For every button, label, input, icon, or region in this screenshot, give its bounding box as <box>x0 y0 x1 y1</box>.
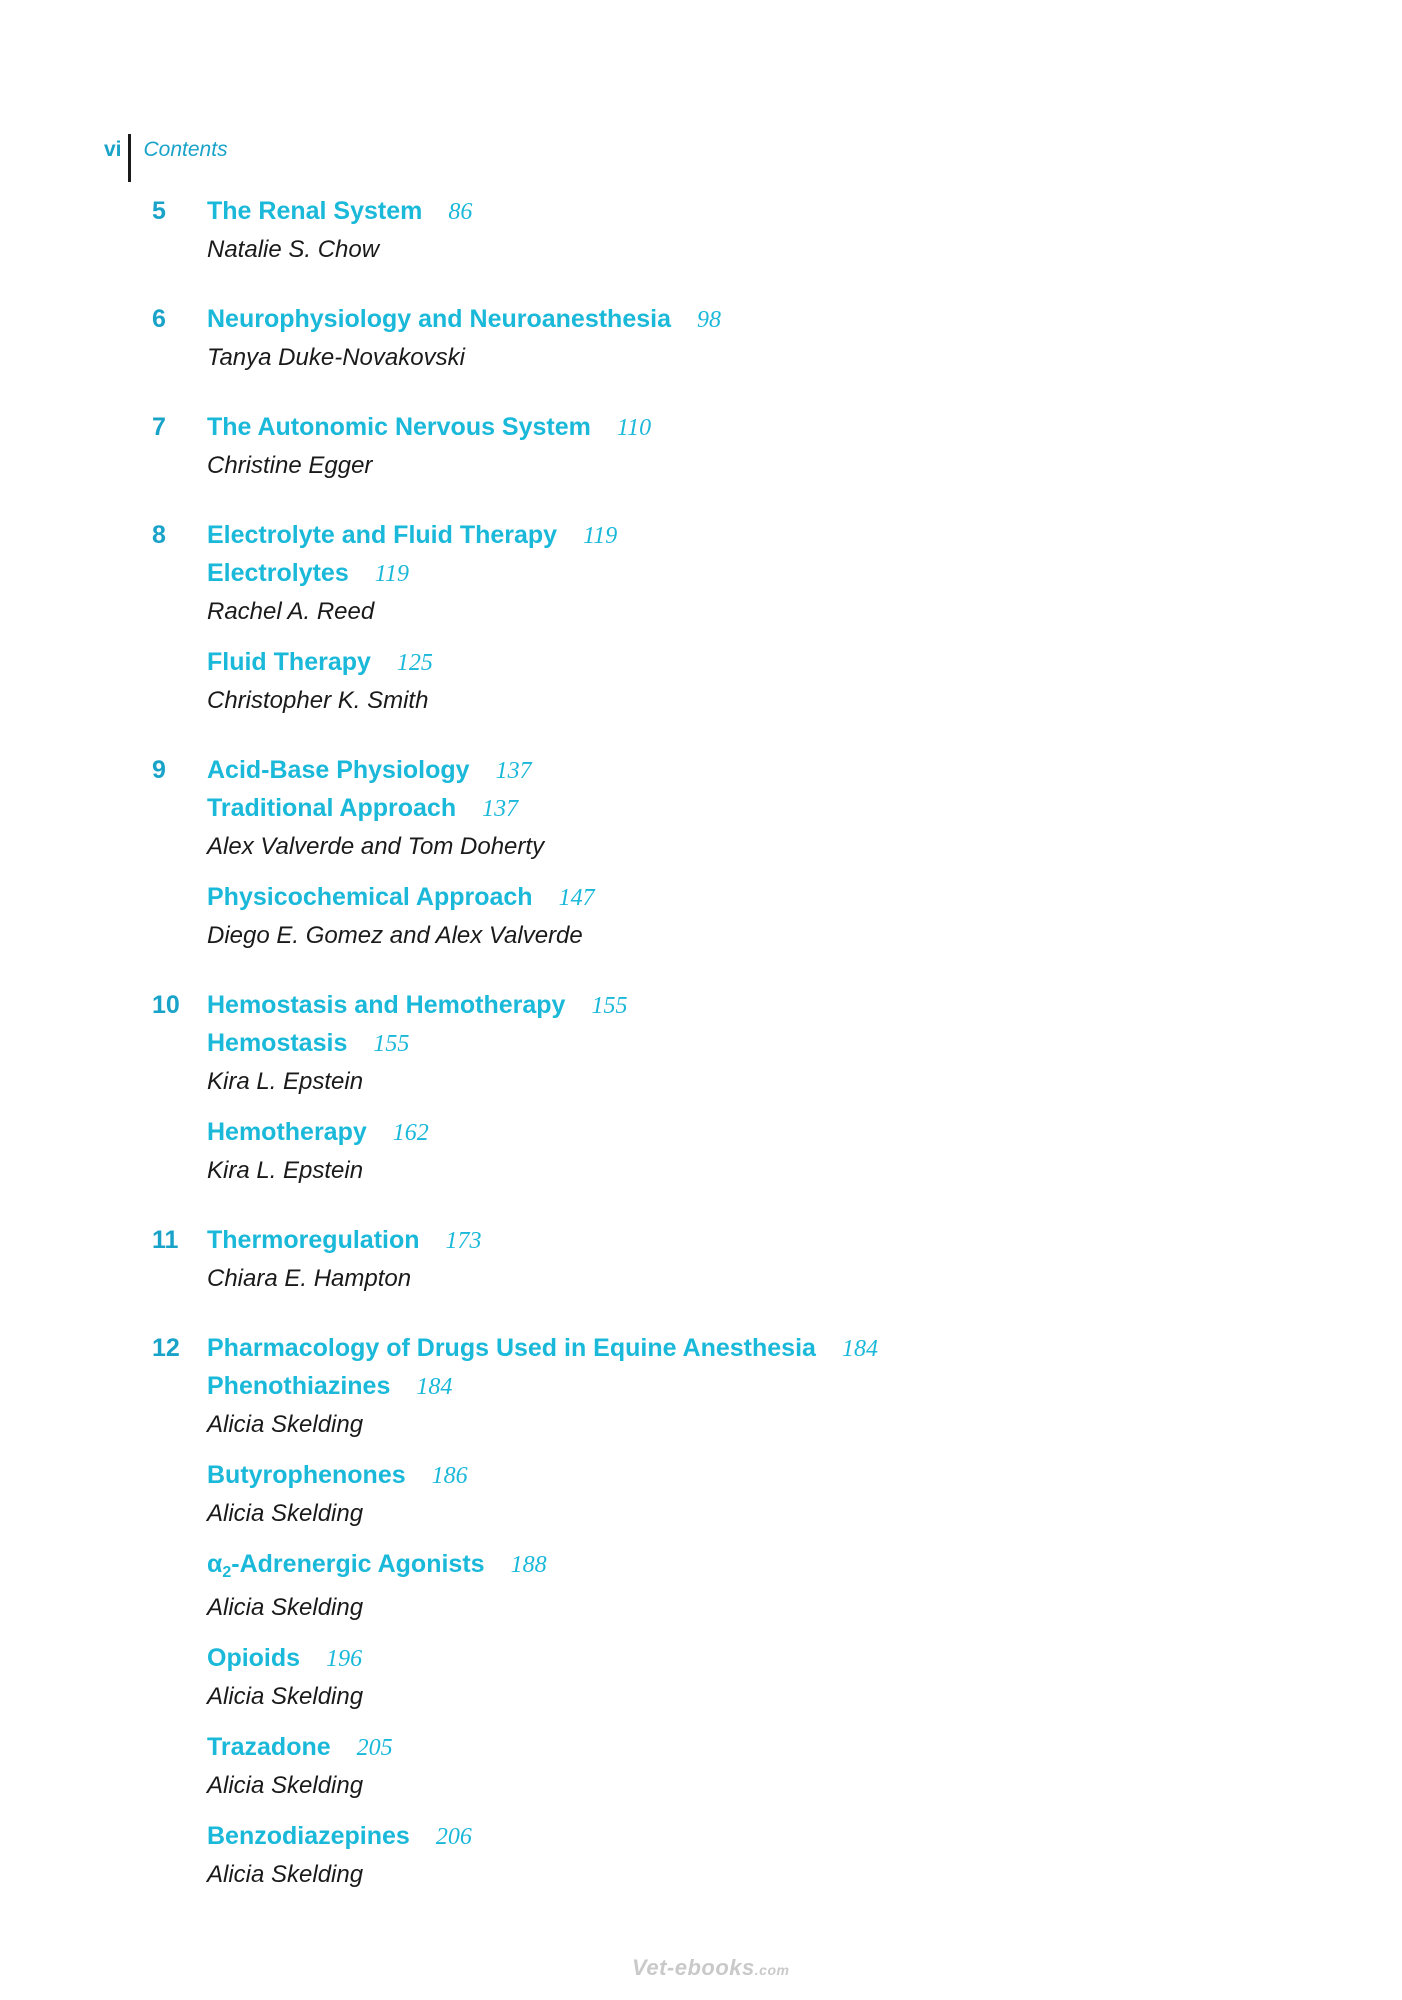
chapter-number: 11 <box>152 1226 179 1254</box>
section-title-link[interactable] <box>207 559 349 587</box>
greek-alpha-symbol: α <box>207 1550 223 1578</box>
section-author: Alicia Skelding <box>207 1411 364 1438</box>
section-author: Alex Valverde and Tom Doherty <box>207 833 545 860</box>
toc-section <box>207 791 1252 864</box>
chapter-page-number: 119 <box>583 523 618 549</box>
section-author: Rachel A. Reed <box>207 598 375 625</box>
section-title-text: Hemotherapy <box>207 1118 367 1146</box>
running-head-label: Contents <box>143 138 228 161</box>
section-heading <box>207 410 1252 448</box>
toc-section <box>207 1819 1252 1892</box>
section-title-text: Neurophysiology and Neuroanesthesia <box>207 305 671 333</box>
chapter-title-link[interactable]: Acid-Base Physiology <box>207 756 470 784</box>
section-page-number: 147 <box>558 885 595 911</box>
section-heading <box>207 791 1252 829</box>
toc-chapter <box>152 194 1252 267</box>
page-folio: vi <box>104 138 122 161</box>
toc-chapter <box>152 518 1252 718</box>
chapter-page-number: 137 <box>495 758 532 784</box>
section-heading <box>207 1730 1252 1768</box>
section-title-link[interactable] <box>207 1822 410 1850</box>
chapter-heading <box>207 518 1252 556</box>
toc-chapter <box>152 988 1252 1188</box>
section-title-link[interactable] <box>207 883 533 911</box>
toc-section <box>207 302 1252 375</box>
section-author: Christopher K. Smith <box>207 687 429 714</box>
section-heading <box>207 1026 1252 1064</box>
section-title-link[interactable] <box>207 1733 331 1761</box>
section-heading <box>207 1369 1252 1407</box>
chapter-title-link[interactable]: Pharmacology of Drugs Used in Equine Anesthesia <box>207 1334 816 1362</box>
toc-section <box>207 194 1252 267</box>
running-head <box>104 134 228 182</box>
section-page-number: 186 <box>431 1463 468 1489</box>
section-author: Diego E. Gomez and Alex Valverde <box>207 922 583 949</box>
section-title-link[interactable] <box>207 1029 347 1057</box>
section-title-text: Hemostasis <box>207 1029 348 1057</box>
watermark-domain: .com <box>754 1962 790 1978</box>
section-title-text: Trazadone <box>207 1733 331 1761</box>
chapter-body <box>207 302 1252 375</box>
toc-section <box>207 1369 1252 1442</box>
table-of-contents <box>152 194 1252 1927</box>
section-title-text: Phenothiazines <box>207 1372 391 1400</box>
section-heading <box>207 1547 1252 1590</box>
chapter-body <box>207 410 1252 483</box>
section-author: Natalie S. Chow <box>207 236 380 263</box>
chapter-heading <box>207 1331 1252 1369</box>
toc-section <box>207 410 1252 483</box>
section-author: Kira L. Epstein <box>207 1068 364 1095</box>
chapter-heading <box>207 988 1252 1026</box>
section-page-number: 110 <box>616 415 652 441</box>
chapter-body <box>207 753 1252 953</box>
section-page-number: 173 <box>445 1228 482 1254</box>
section-author: Chiara E. Hampton <box>207 1265 412 1292</box>
section-title-link[interactable] <box>207 1226 420 1254</box>
section-page-number: 119 <box>374 561 409 587</box>
section-page-number: 125 <box>396 650 433 676</box>
section-title-link[interactable] <box>207 648 371 676</box>
section-page-number: 162 <box>392 1120 429 1146</box>
chapter-body <box>207 194 1252 267</box>
section-title-link[interactable] <box>207 1644 300 1672</box>
toc-section <box>207 1458 1252 1531</box>
section-title-text: The Autonomic Nervous System <box>207 413 591 441</box>
chapter-number: 9 <box>152 756 166 784</box>
toc-section <box>207 1026 1252 1099</box>
chapter-body <box>207 1331 1252 1892</box>
toc-section <box>207 1115 1252 1188</box>
section-title-link[interactable] <box>207 305 671 333</box>
chapter-body <box>207 518 1252 718</box>
section-heading <box>207 1223 1252 1261</box>
section-page-number: 98 <box>697 307 721 333</box>
section-title-link[interactable] <box>207 1461 406 1489</box>
section-author: Christine Egger <box>207 452 373 479</box>
section-author: Tanya Duke-Novakovski <box>207 344 465 371</box>
toc-section <box>207 1641 1252 1714</box>
toc-section <box>207 556 1252 629</box>
toc-chapter <box>152 410 1252 483</box>
section-page-number: 137 <box>482 796 519 822</box>
section-heading <box>207 1115 1252 1153</box>
toc-section <box>207 1730 1252 1803</box>
section-page-number: 188 <box>510 1552 547 1578</box>
section-title-link[interactable] <box>207 1550 485 1581</box>
chapter-title-link[interactable]: Electrolyte and Fluid Therapy <box>207 521 558 549</box>
section-title-text: Physicochemical Approach <box>207 883 533 911</box>
section-title-link[interactable] <box>207 1372 390 1400</box>
chapter-heading <box>207 753 1252 791</box>
section-title-text: Opioids <box>207 1644 301 1672</box>
toc-chapter <box>152 302 1252 375</box>
section-author: Alicia Skelding <box>207 1594 364 1621</box>
section-title-text: Thermoregulation <box>207 1226 420 1254</box>
section-page-number: 206 <box>435 1824 472 1850</box>
section-title-text: -Adrenergic Agonists <box>231 1550 485 1578</box>
toc-chapter <box>152 753 1252 953</box>
section-heading <box>207 302 1252 340</box>
chapter-title-link[interactable]: Hemostasis and Hemotherapy <box>207 991 566 1019</box>
chapter-number: 5 <box>152 197 166 225</box>
chapter-page-number: 155 <box>591 993 628 1019</box>
section-title-text: Electrolytes <box>207 559 349 587</box>
toc-section <box>207 645 1252 718</box>
section-page-number: 86 <box>448 199 473 225</box>
section-page-number: 196 <box>326 1646 363 1672</box>
toc-chapter <box>152 1331 1252 1892</box>
section-author: Kira L. Epstein <box>207 1157 364 1184</box>
chapter-number: 8 <box>152 521 166 549</box>
chapter-number: 6 <box>152 305 166 333</box>
section-heading <box>207 1458 1252 1496</box>
section-title-link[interactable] <box>207 197 422 225</box>
watermark-text: Vet-ebooks <box>632 1955 755 1980</box>
toc-chapter <box>152 1223 1252 1296</box>
section-author: Alicia Skelding <box>207 1683 364 1710</box>
section-title-text: Fluid Therapy <box>207 648 371 676</box>
chapter-number: 10 <box>152 991 180 1019</box>
chapter-page-number: 184 <box>841 1336 878 1362</box>
section-page-number: 184 <box>416 1374 453 1400</box>
chapter-body <box>207 1223 1252 1296</box>
section-heading <box>207 556 1252 594</box>
section-heading <box>207 880 1252 918</box>
section-author: Alicia Skelding <box>207 1772 364 1799</box>
section-title-text: Traditional Approach <box>207 794 457 822</box>
section-author: Alicia Skelding <box>207 1861 364 1888</box>
section-heading <box>207 1819 1252 1857</box>
section-page-number: 155 <box>373 1031 410 1057</box>
section-heading <box>207 194 1252 232</box>
section-heading <box>207 645 1252 683</box>
toc-section <box>207 1547 1252 1625</box>
section-title-text: Butyrophenones <box>207 1461 406 1489</box>
section-title-link[interactable] <box>207 413 591 441</box>
subscript-two: 2 <box>222 1564 232 1581</box>
toc-section <box>207 1223 1252 1296</box>
watermark <box>632 1955 789 1981</box>
section-author: Alicia Skelding <box>207 1500 364 1527</box>
section-page-number: 205 <box>356 1735 393 1761</box>
section-title-text: Benzodiazepines <box>207 1822 410 1850</box>
section-title-text: The Renal System <box>207 197 423 225</box>
chapter-number: 7 <box>152 413 166 441</box>
chapter-body <box>207 988 1252 1188</box>
toc-section <box>207 880 1252 953</box>
section-title-link[interactable] <box>207 794 456 822</box>
section-heading <box>207 1641 1252 1679</box>
section-title-link[interactable] <box>207 1118 367 1146</box>
chapter-number: 12 <box>152 1334 180 1362</box>
